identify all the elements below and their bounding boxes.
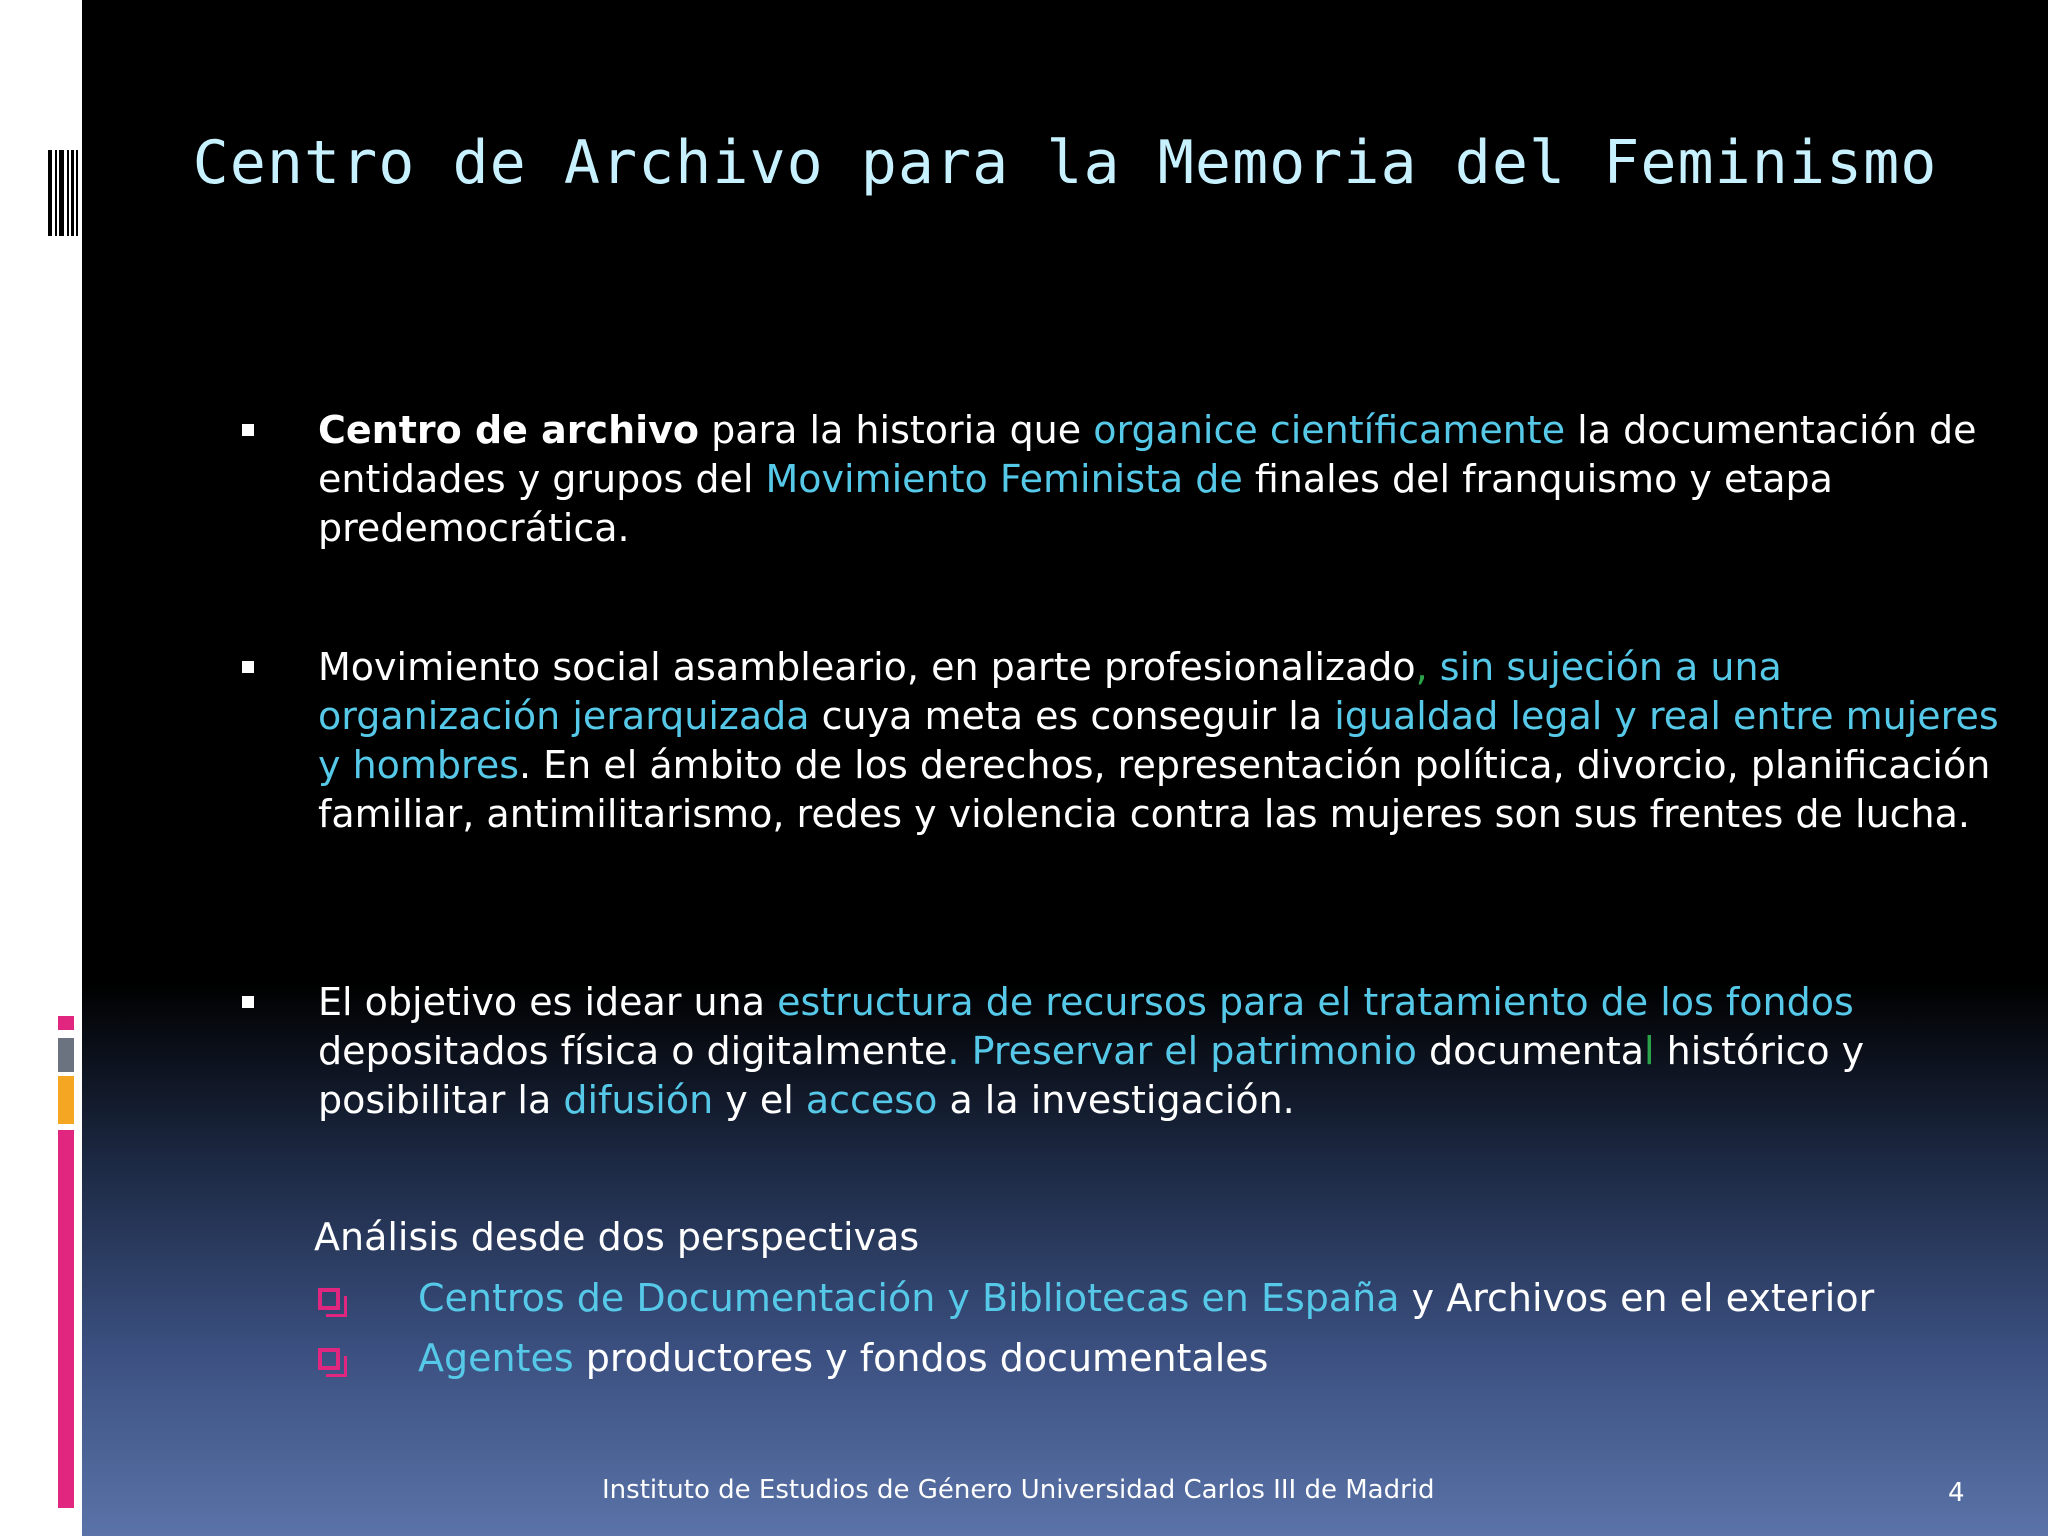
text-span: depositados física o digitalmente [318,1029,948,1073]
text-span: documenta [1416,1029,1645,1073]
slide-footer: Instituto de Estudios de Género Universidad Carlos III de Madrid [602,1475,1435,1505]
text-span: Centro de archivo [318,408,700,452]
accent-span: l [1644,1029,1655,1073]
text-span: El objetivo es idear una [318,980,778,1024]
analysis-item [418,1336,1268,1380]
bullet-paragraph [318,978,2018,1125]
highlight-span: organice científicamente [1093,408,1566,452]
text-span: para la historia que [699,408,1094,452]
bullet-paragraph [318,643,2018,839]
highlight-span: Centros de Documentación y Bibliotecas en España [418,1276,1400,1320]
highlight-span: estructura de recursos para el tratamiento de los fondos [777,980,1854,1024]
checkbox-icon [318,1348,340,1370]
highlight-span: Preservar el patrimonio [959,1029,1417,1073]
highlight-span: Agentes [418,1336,574,1380]
highlight-span: . [947,1029,960,1073]
highlight-span: difusión [563,1078,714,1122]
text-span: . En el ámbito de los derechos, representación política, divorcio, planificación familiar, antimilitarismo, redes y violencia contra las mujeres son sus frentes de lucha. [318,743,1991,836]
sidebar-strip-orange [58,1076,74,1124]
text-span: y Archivos en el exterior [1399,1276,1875,1320]
square-bullet-icon [242,424,254,436]
highlight-span: acceso [805,1078,938,1122]
text-span: la documentación de entidades y grupos del [318,408,1977,501]
highlight-span: sin sujeción a una organización jerarquizada [318,645,1782,738]
text-span: a la investigación. [937,1078,1295,1122]
sidebar-strip-gray [58,1038,74,1072]
analysis-item [418,1276,1874,1320]
sidebar-strip-pink [58,1130,74,1508]
text-span: histórico y posibilitar la [318,1029,1865,1122]
text-span: Movimiento social asambleario, en parte profesionalizado [318,645,1416,689]
sidebar-decoration [0,0,82,1536]
checkbox-icon [318,1288,340,1310]
highlight-span: igualdad legal y real entre mujeres y hombres [318,694,1999,787]
text-span: y el [713,1078,806,1122]
barcode-icon [48,150,78,236]
highlight-span: Movimiento Feminista de [765,457,1243,501]
accent-span: , [1415,645,1428,689]
text-span: finales del franquismo y etapa predemocrática. [318,457,1833,550]
bullet-paragraph [318,406,2018,553]
sidebar-strip-pink-top [58,1016,74,1030]
square-bullet-icon [242,661,254,673]
slide-title: Centro de Archivo para la Memoria del Feminismo [192,128,1938,198]
analysis-heading: Análisis desde dos perspectivas [314,1215,920,1259]
page-number: 4 [1948,1478,1965,1508]
square-bullet-icon [242,996,254,1008]
text-span: productores y fondos documentales [573,1336,1269,1380]
text-span: cuya meta es conseguir la [809,694,1335,738]
slide-canvas [82,0,2048,1536]
